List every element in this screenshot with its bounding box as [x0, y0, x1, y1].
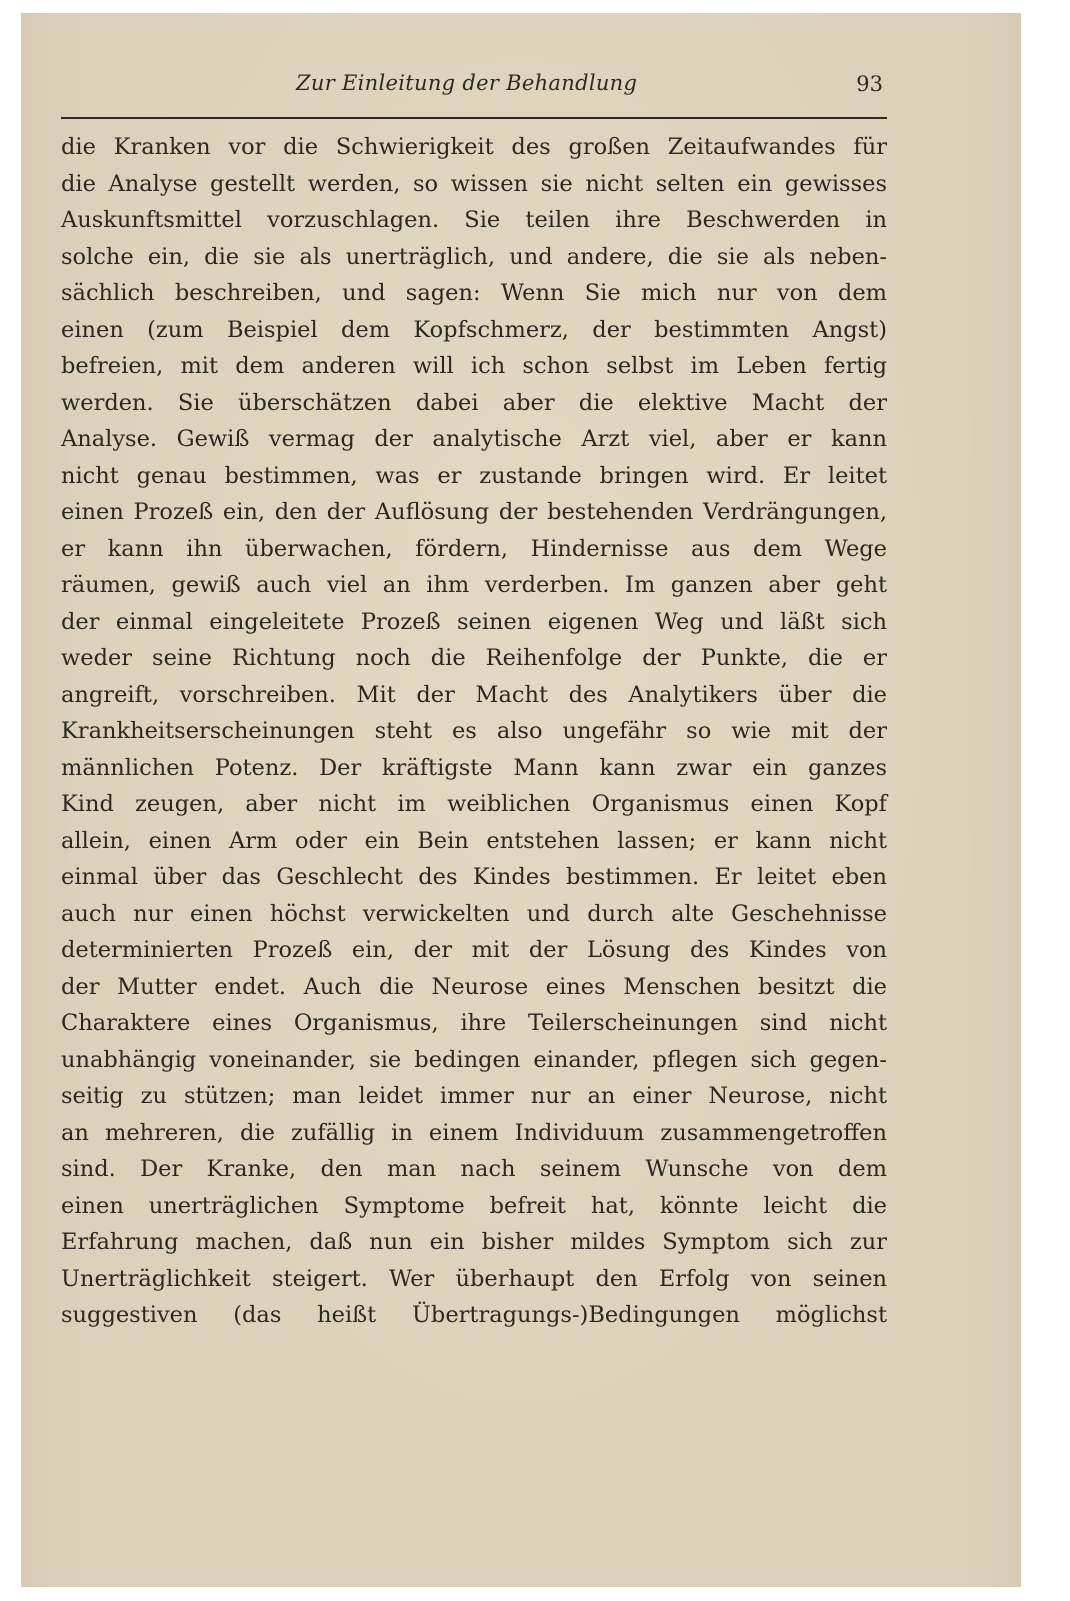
header-rule — [61, 117, 887, 119]
text-line: Analyse. Gewiß vermag der analytische Arzt viel, aber er kann — [61, 426, 887, 452]
text-line: sächlich beschreiben, und sagen: Wenn Sie mich nur von dem — [61, 280, 887, 306]
text-line: suggestiven (das heißt Übertragungs-)Bedingungen möglichst — [61, 1302, 887, 1328]
scanned-page — [21, 13, 1021, 1587]
page-number: 93 — [856, 72, 883, 96]
text-line: werden. Sie überschätzen dabei aber die elektive Macht der — [61, 389, 887, 416]
text-line: der Mutter endet. Auch die Neurose eines Menschen besitzt die — [61, 973, 887, 1000]
text-line: Kind zeugen, aber nicht im weiblichen Organismus einen Kopf — [61, 791, 887, 817]
text-line: die Analyse gestellt werden, so wissen sie nicht selten ein gewisses — [61, 170, 887, 197]
text-line: allein, einen Arm oder ein Bein entstehen lassen; er kann nicht — [61, 827, 887, 854]
text-line: nicht genau bestimmen, was er zustande bringen wird. Er leitet — [61, 462, 887, 489]
body-text — [61, 129, 887, 1334]
running-head — [41, 67, 889, 107]
text-line: Krankheitserscheinungen steht es also ungefähr so wie mit der — [61, 718, 887, 744]
text-line: Auskunftsmittel vorzuschlagen. Sie teilen ihre Beschwerden in — [61, 207, 887, 233]
text-line: männlichen Potenz. Der kräftigste Mann kann zwar ein ganzes — [61, 754, 887, 781]
text-line: auch nur einen höchst verwickelten und durch alte Geschehnisse — [61, 900, 887, 927]
text-line: determinierten Prozeß ein, der mit der Lösung des Kindes von — [61, 937, 887, 963]
text-line: einmal über das Geschlecht des Kindes bestimmen. Er leitet eben — [61, 864, 887, 890]
text-line: Unerträglichkeit steigert. Wer überhaupt den Erfolg von seinen — [61, 1265, 887, 1292]
text-line: angreift, vorschreiben. Mit der Macht des Analytikers über die — [61, 681, 887, 708]
text-line: unabhängig voneinander, sie bedingen einander, pflegen sich gegen- — [61, 1046, 887, 1073]
text-line: er kann ihn überwachen, fördern, Hindernisse aus dem Wege — [61, 535, 887, 562]
text-line: Charaktere eines Organismus, ihre Teilerscheinungen sind nicht — [61, 1010, 887, 1036]
text-line: die Kranken vor die Schwierigkeit des großen Zeitaufwandes für — [61, 134, 887, 160]
text-line: befreien, mit dem anderen will ich schon selbst im Leben fertig — [61, 353, 887, 379]
text-line: räumen, gewiß auch viel an ihm verderben. Im ganzen aber geht — [61, 572, 887, 598]
text-line: einen (zum Beispiel dem Kopfschmerz, der bestimmten Angst) — [61, 316, 887, 343]
text-line: der einmal eingeleitete Prozeß seinen eigenen Weg und läßt sich — [61, 608, 887, 635]
text-line: weder seine Richtung noch die Reihenfolge der Punkte, die er — [61, 645, 887, 671]
text-line: seitig zu stützen; man leidet immer nur an einer Neurose, nicht — [61, 1083, 887, 1109]
running-title: Zur Einleitung der Behandlung — [296, 71, 638, 95]
text-line: solche ein, die sie als unerträglich, und andere, die sie als neben- — [61, 243, 887, 270]
text-line: sind. Der Kranke, den man nach seinem Wunsche von dem — [61, 1156, 887, 1182]
text-line: einen Prozeß ein, den der Auflösung der bestehenden Verdrängungen, — [61, 499, 887, 525]
text-line: Erfahrung machen, daß nun ein bisher mildes Symptom sich zur — [61, 1229, 887, 1255]
text-line: an mehreren, die zufällig in einem Individuum zusammengetroffen — [61, 1119, 887, 1146]
text-line: einen unerträglichen Symptome befreit hat, könnte leicht die — [61, 1192, 887, 1219]
